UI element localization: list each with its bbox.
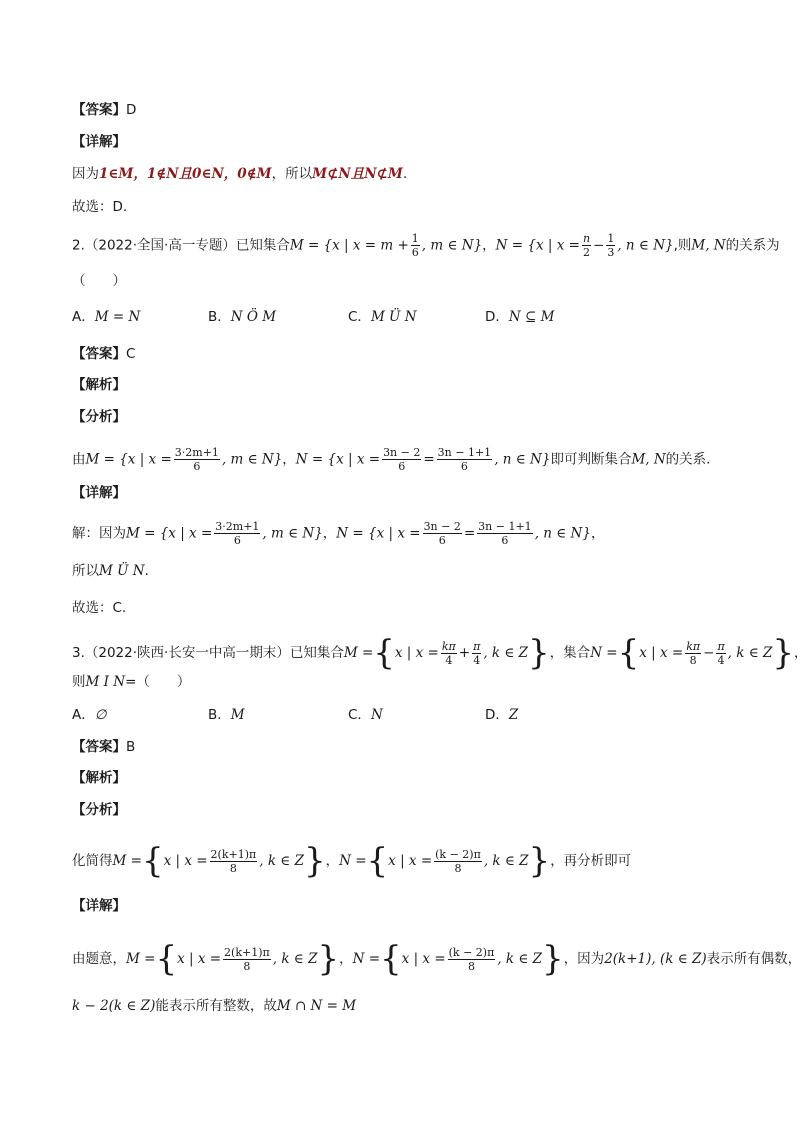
right-brace: } [772, 633, 795, 673]
math: N = [590, 645, 618, 661]
fraction: $\frac{(k - 2)\pi}{8}$ [448, 945, 495, 973]
minus: − [593, 237, 605, 254]
analysis-tag: 【解析】 [72, 377, 126, 393]
q3-fenxi-tag [72, 800, 126, 820]
separator: ， [325, 853, 340, 869]
fraction: $\frac{n}{2}$ [582, 232, 591, 259]
fenxi-tag: 【分析】 [72, 802, 126, 818]
fraction: $\frac{3n - 2}{6}$ [423, 520, 461, 547]
q1-detail-line [72, 164, 407, 184]
math: , n ∈ N} [534, 525, 591, 542]
fraction: $\frac{\pi}{4}$ [473, 639, 481, 667]
math: , k ∈ Z [483, 853, 529, 869]
set-m-def: M = {x | x = m + [289, 237, 409, 254]
left-brace: { [155, 939, 178, 979]
q2-option-d[interactable]: D．N ⊆ M [485, 309, 555, 325]
q3-then-line [72, 672, 190, 692]
text: ，因为 [563, 951, 605, 967]
detail-math: 1∈M，1∉N且0∈N，0∉M [99, 166, 272, 182]
q2-paren: （ ） [72, 273, 126, 289]
text: 能表示所有整数，故 [155, 998, 277, 1014]
answer-tag: 【答案】 [72, 102, 126, 118]
stem-text: ,则 [673, 237, 692, 254]
answer-value: B [126, 739, 136, 755]
fraction: $\frac{2(k+1)\pi}{8}$ [210, 847, 257, 875]
q3-answer-line [72, 737, 135, 757]
stem-text: 2.（2022·全国·高一专题）已知集合 [72, 237, 290, 254]
detail-text: ，所以 [271, 166, 313, 182]
set-n-def: , n ∈ N} [617, 237, 674, 254]
q1-choose: 故选：D. [72, 199, 128, 215]
separator: ， [282, 451, 296, 468]
right-brace: } [528, 841, 551, 881]
fraction: $\frac{1}{6}$ [411, 232, 419, 259]
math: M, N [631, 451, 666, 468]
stem-text: ， [794, 645, 808, 661]
text: ，再分析即可 [550, 853, 632, 869]
math: , k ∈ Z [483, 645, 529, 661]
math: M = [126, 951, 156, 967]
q3-detail-tag [72, 896, 126, 916]
math: , m ∈ N} [262, 525, 323, 542]
detail-tag: 【详解】 [72, 485, 126, 501]
q1-answer-line [72, 100, 136, 120]
set-m-def: , m ∈ N} [421, 237, 483, 254]
analysis-tag: 【解析】 [72, 770, 126, 786]
text: . [144, 563, 149, 579]
detail-tag: 【详解】 [72, 134, 126, 150]
q3-option-d[interactable]: D．Z [485, 707, 519, 723]
q3-detail-line [72, 939, 802, 979]
math: M = [343, 645, 374, 661]
text: 表示所有偶数， [706, 951, 802, 967]
q2-analysis-tag [72, 375, 126, 395]
q3-fenxi-line [72, 841, 632, 881]
equals: = [423, 451, 435, 468]
text: 化简得 [72, 853, 113, 869]
q2-fenxi-tag [72, 407, 126, 427]
right-brace: } [542, 939, 564, 979]
plus: + [458, 645, 471, 661]
math: x | x = [388, 853, 433, 869]
math: x | x = [163, 853, 208, 869]
set-n-def: N = {x | x = [495, 237, 580, 254]
fraction: $\frac{k\pi}{4}$ [441, 639, 456, 667]
q2-option-b[interactable]: B．N Ö M [208, 309, 277, 325]
math: N = {x | x = [336, 525, 421, 542]
fraction: $\frac{3n - 2}{6}$ [383, 446, 421, 473]
fraction: $\frac{k\pi}{8}$ [686, 639, 701, 667]
q3-analysis-tag [72, 768, 126, 788]
math: M = {x | x = [126, 525, 213, 542]
math: N = {x | x = [295, 451, 381, 468]
text: 解：因为 [72, 525, 126, 542]
fraction: $\frac{2(k+1)\pi}{8}$ [224, 945, 270, 973]
fraction: $\frac{3\cdot 2m+1}{6}$ [174, 446, 219, 473]
math: M = [112, 853, 142, 869]
left-brace: { [141, 841, 164, 881]
math: M = {x | x = [85, 451, 172, 468]
math: N = [352, 951, 381, 967]
stem-math: M, N [691, 237, 726, 254]
text: 的关系. [665, 451, 711, 468]
q3-stem [72, 633, 808, 673]
fraction: $\frac{3n - 1+1}{6}$ [437, 446, 492, 473]
math: 2(k+1), (k ∈ Z) [604, 951, 707, 967]
math: x | x = [177, 951, 222, 967]
separator: ， [482, 237, 496, 254]
text: 即可判断集合 [550, 451, 632, 468]
math: x | x = [639, 645, 684, 661]
math: N = [339, 853, 367, 869]
left-brace: { [380, 939, 402, 979]
fraction: $\frac{3\cdot 2m+1}{6}$ [215, 520, 260, 547]
right-brace: } [528, 633, 550, 673]
math: , n ∈ N} [494, 451, 551, 468]
fraction: $\frac{\pi}{4}$ [717, 639, 725, 667]
answer-tag: 【答案】 [72, 346, 126, 362]
answer-value: C [126, 346, 136, 362]
q2-option-a[interactable]: A．M = N [72, 309, 141, 325]
q3-last-line [72, 996, 356, 1016]
right-brace: } [317, 939, 340, 979]
fenxi-tag: 【分析】 [72, 409, 126, 425]
detail-text: 因为 [72, 166, 99, 182]
detail-math: M⊄N且N⊄M [312, 166, 403, 182]
math: M ∩ N = M [276, 998, 357, 1014]
answer-tag: 【答案】 [72, 739, 126, 755]
fraction: $\frac{3n - 1+1}{6}$ [478, 520, 532, 547]
q2-detail-tag [72, 483, 126, 503]
q3-option-c[interactable]: C．N [348, 707, 383, 723]
q2-so-line [72, 561, 149, 581]
right-brace: } [303, 841, 326, 881]
math: x | x = [401, 951, 446, 967]
stem-text: ，集合 [549, 645, 591, 661]
math: , m ∈ N} [221, 451, 283, 468]
separator: ， [322, 525, 337, 542]
left-brace: { [617, 633, 640, 673]
left-brace: { [373, 633, 395, 673]
math: , k ∈ Z [497, 951, 543, 967]
text: 所以 [72, 563, 99, 579]
math: , k ∈ Z [259, 853, 304, 869]
q3-option-a[interactable]: A．∅ [72, 707, 107, 723]
math: k − 2(k ∈ Z) [72, 998, 156, 1014]
stem-text: 3.（2022·陕西·长安一中高一期末）已知集合 [72, 645, 344, 661]
q2-option-c[interactable]: C．M Ü N [348, 309, 417, 325]
math: M Ü N [99, 563, 145, 579]
q2-answer-line [72, 344, 135, 364]
fraction: $\frac{1}{3}$ [607, 232, 615, 259]
stem-text: 的关系为 [725, 237, 780, 254]
left-brace: { [366, 841, 389, 881]
math: M I N [85, 674, 126, 690]
math: x | x = [394, 645, 439, 661]
text: 由题意， [72, 951, 126, 967]
q2-detail-line [72, 520, 604, 547]
q3-option-b[interactable]: B．M [208, 707, 245, 723]
text: =（ ） [125, 674, 191, 690]
q2-choose: 故选：C. [72, 600, 127, 616]
separator: ， [339, 951, 353, 967]
minus: − [703, 645, 715, 661]
detail-tag: 【详解】 [72, 898, 126, 914]
fraction: $\frac{(k - 2)\pi}{8}$ [435, 847, 481, 875]
equals: = [463, 525, 476, 542]
math: , k ∈ Z [727, 645, 773, 661]
text: 则 [72, 674, 86, 690]
q2-fenxi-line [72, 446, 710, 473]
math: , k ∈ Z [272, 951, 318, 967]
detail-text: . [402, 166, 408, 182]
q2-stem [72, 232, 780, 259]
answer-value: D [126, 102, 137, 118]
text: ， [590, 525, 605, 542]
q1-detail-tag [72, 132, 126, 152]
text: 由 [72, 451, 86, 468]
